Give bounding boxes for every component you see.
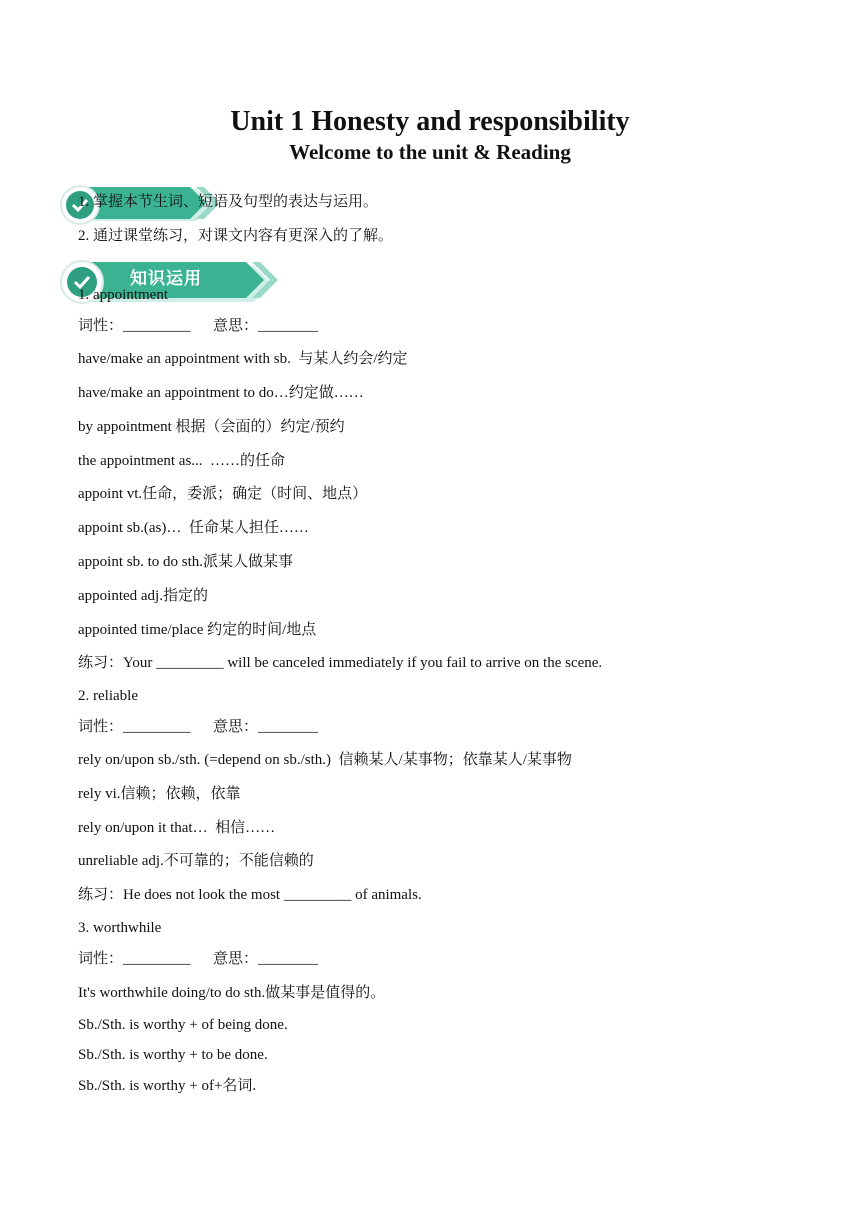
phrase-line: have/make an appointment with sb. 与某人约会/约定: [78, 351, 408, 367]
phrase-line: by appointment 根据（会面的）约定/预约: [78, 419, 345, 435]
pos-meaning-line: 词性：_________ 意思：________: [78, 951, 319, 967]
objective-2: 2. 通过课堂练习，对课文内容有更深入的了解。: [78, 228, 394, 244]
phrase-line: the appointment as... ……的任命: [78, 453, 286, 469]
phrase-line: appoint sb. to do sth.派某人做某事: [78, 554, 294, 570]
phrase-line: rely on/upon sb./sth. (=depend on sb./sth.) 信赖某人/某事物；依靠某人/某事物: [78, 752, 572, 768]
vocab-heading: 1. appointment: [78, 287, 168, 303]
vocab-heading: 3. worthwhile: [78, 920, 162, 936]
phrase-line: rely on/upon it that… 相信……: [78, 820, 276, 836]
pos-meaning-line: 词性：_________ 意思：________: [78, 318, 319, 334]
vocab-heading: 2. reliable: [78, 688, 138, 704]
page-subtitle: Welcome to the unit & Reading: [289, 140, 571, 164]
phrase-line: appointed adj.指定的: [78, 588, 208, 604]
exercise-line: 练习：Your _________ will be canceled immediately if you fail to arrive on the scene.: [78, 655, 603, 671]
pos-meaning-line: 词性：_________ 意思：________: [78, 719, 319, 735]
knowledge-banner-label: 知识运用: [130, 269, 202, 289]
phrase-line: Sb./Sth. is worthy + to be done.: [78, 1047, 268, 1063]
phrase-line: Sb./Sth. is worthy + of+名词.: [78, 1078, 257, 1094]
phrase-line: appointed time/place 约定的时间/地点: [78, 622, 317, 638]
phrase-line: Sb./Sth. is worthy + of being done.: [78, 1017, 288, 1033]
phrase-line: have/make an appointment to do…约定做……: [78, 385, 364, 401]
phrase-line: rely vi.信赖；依赖，依靠: [78, 786, 241, 802]
phrase-line: unreliable adj.不可靠的；不能信赖的: [78, 853, 314, 869]
phrase-line: appoint vt.任命，委派；确定（时间、地点）: [78, 486, 368, 502]
phrase-line: appoint sb.(as)… 任命某人担任……: [78, 520, 309, 536]
phrase-line: It's worthwhile doing/to do sth.做某事是值得的。: [78, 985, 386, 1001]
page-title: Unit 1 Honesty and responsibility: [230, 106, 630, 137]
exercise-line: 练习：He does not look the most _________ of animals.: [78, 887, 422, 903]
objective-1: 1. 掌握本节生词、短语及句型的表达与运用。: [78, 194, 379, 210]
